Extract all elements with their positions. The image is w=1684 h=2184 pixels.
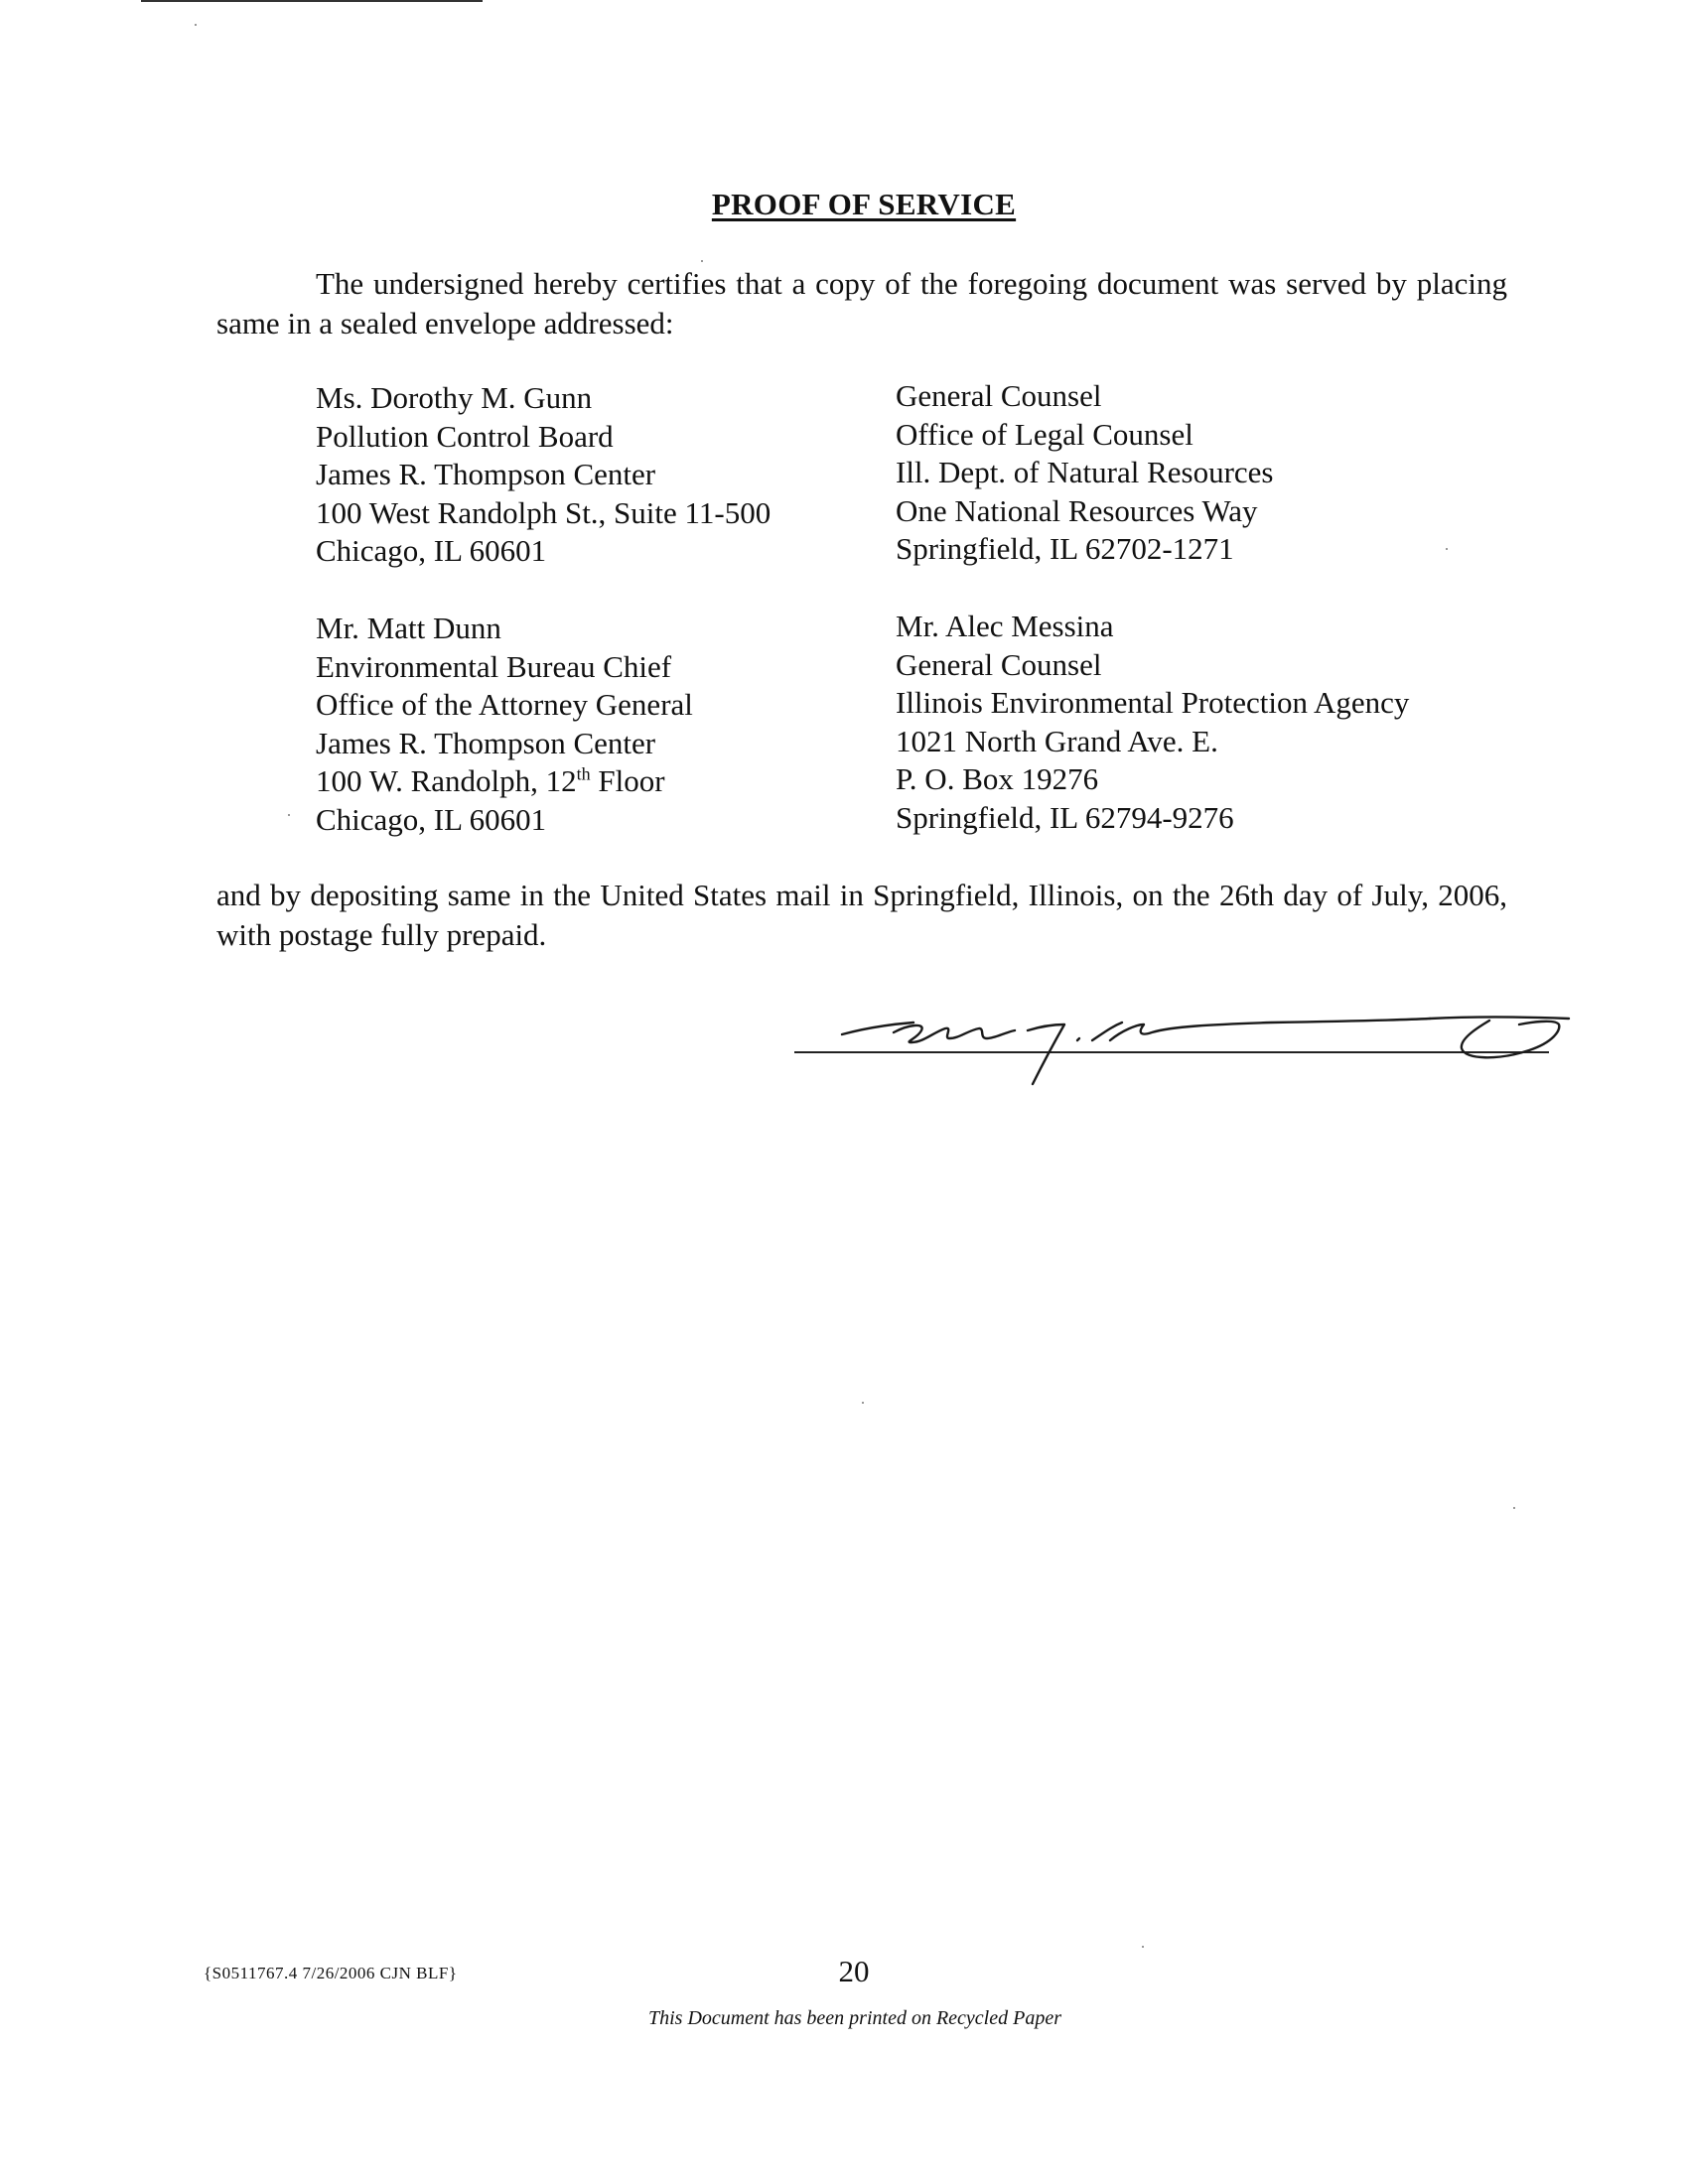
- address-block-dunn: [316, 610, 693, 839]
- scan-speck: [1513, 1507, 1515, 1509]
- intro-paragraph: The undersigned hereby certifies that a copy of the foregoing document was served by placing same in a sealed envelope addressed:: [216, 266, 1507, 341]
- scan-speck: [288, 814, 290, 816]
- address-line: Environmental Bureau Chief: [316, 648, 672, 684]
- recycled-paper-note: This Document has been printed on Recycled Paper: [647, 2007, 1061, 2029]
- address-line: Office of Legal Counsel: [896, 416, 1193, 452]
- address-line: 1021 North Grand Ave. E.: [896, 723, 1218, 758]
- signature-scrawl: [842, 1018, 1569, 1085]
- address-block-general-counsel-dnr: [896, 377, 1274, 569]
- page-title: PROOF OF SERVICE: [711, 187, 1017, 221]
- address-line: James R. Thompson Center: [316, 457, 656, 491]
- top-rule: [141, 0, 483, 2]
- address-line: Pollution Control Board: [316, 418, 614, 454]
- signature: [794, 1003, 1589, 1112]
- document-id: {S0511767.4 7/26/2006 CJN BLF}: [204, 1964, 458, 1982]
- address-line: Mr. Matt Dunn: [316, 611, 501, 645]
- page-number: 20: [838, 1954, 870, 1988]
- address-line: Springfield, IL 62702-1271: [896, 531, 1234, 566]
- scan-speck: [1142, 1946, 1144, 1948]
- address-line: Ill. Dept. of Natural Resources: [896, 455, 1274, 489]
- address-text: Floor: [590, 763, 665, 798]
- address-line: Office of the Attorney General: [316, 687, 693, 722]
- address-line: Illinois Environmental Protection Agency: [896, 685, 1410, 720]
- address-line: P. O. Box 19276: [896, 761, 1099, 796]
- address-block-messina: [896, 608, 1409, 837]
- address-text: 100 W. Randolph, 12: [316, 763, 577, 798]
- scan-speck: [701, 260, 703, 262]
- address-line: Mr. Alec Messina: [896, 609, 1114, 643]
- address-line: James R. Thompson Center: [316, 725, 656, 760]
- ordinal-suffix: th: [576, 763, 591, 784]
- address-line: Chicago, IL 60601: [316, 801, 547, 837]
- address-line: Chicago, IL 60601: [316, 533, 547, 568]
- address-line: [316, 762, 693, 801]
- scan-speck: [862, 1402, 864, 1404]
- address-block-gunn: [316, 379, 771, 571]
- address-line: 100 West Randolph St., Suite 11-500: [316, 494, 772, 530]
- address-line: General Counsel: [896, 646, 1102, 682]
- scan-speck: [1446, 548, 1448, 550]
- closing-paragraph: and by depositing same in the United States mail in Springfield, Illinois, on the 26th day of July, 2006, with postage fully prepaid.: [216, 878, 1507, 952]
- address-line: Springfield, IL 62794-9276: [896, 799, 1234, 835]
- address-line: General Counsel: [896, 378, 1102, 413]
- address-line: Ms. Dorothy M. Gunn: [316, 380, 593, 415]
- scan-speck: [195, 24, 197, 26]
- address-line: One National Resources Way: [896, 492, 1258, 528]
